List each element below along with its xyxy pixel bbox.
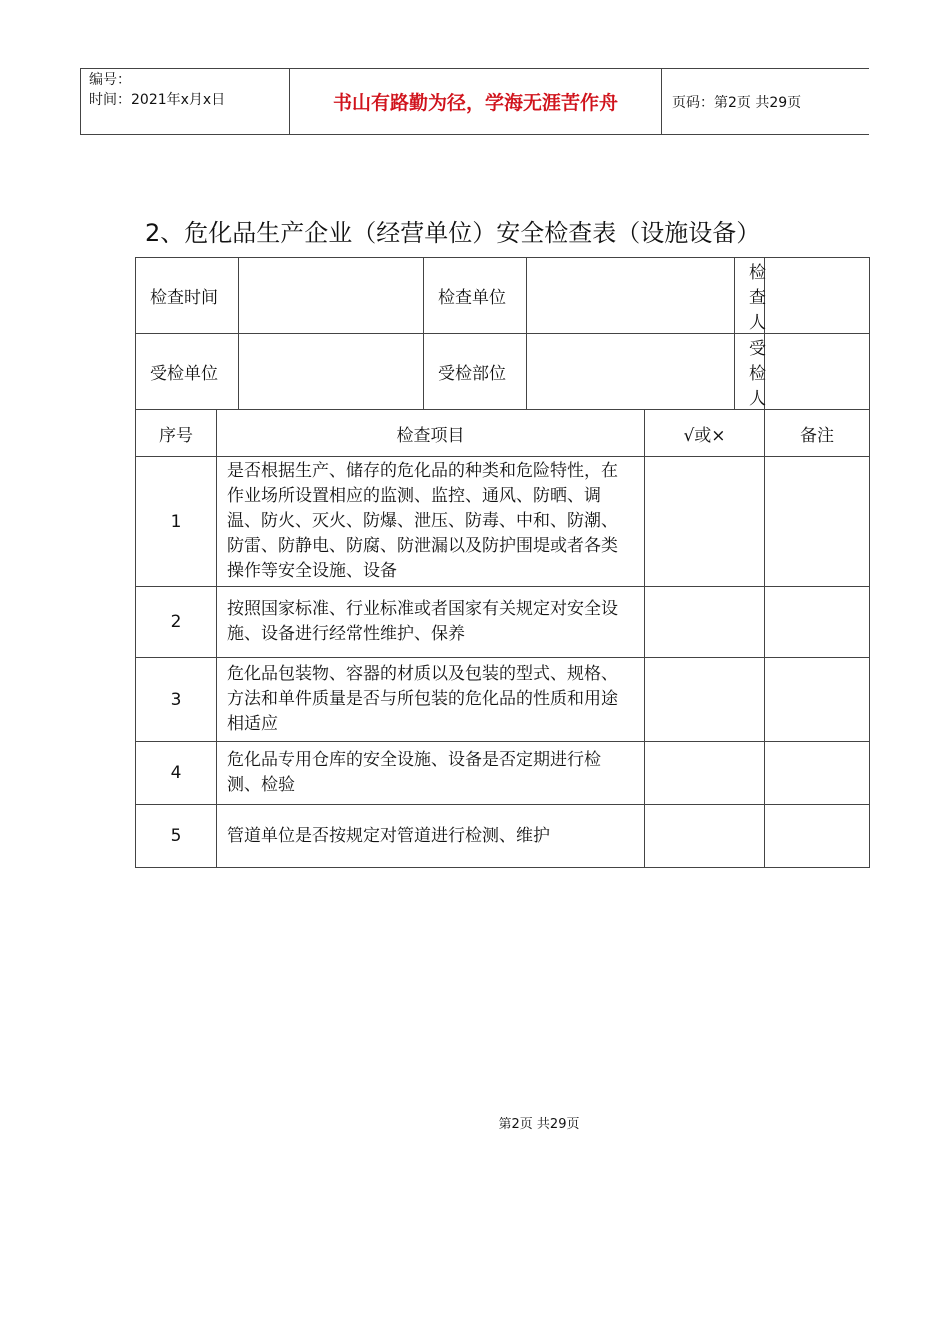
inspected-person-value[interactable] [765, 334, 870, 410]
inspected-dept-label: 受检部位 [424, 334, 527, 410]
info-row-1 [136, 258, 870, 334]
table-row [136, 658, 870, 742]
row-remark-cell[interactable] [765, 742, 870, 805]
inspector-label: 检查人 [735, 258, 765, 334]
column-header-row [136, 410, 870, 457]
row-remark-cell[interactable] [765, 805, 870, 868]
col-result-header: √或× [645, 410, 765, 457]
row-remark-cell[interactable] [765, 457, 870, 587]
row-result-cell[interactable] [645, 457, 765, 587]
row-result-cell[interactable] [645, 805, 765, 868]
row-result-cell[interactable] [645, 742, 765, 805]
table-row [136, 457, 870, 587]
col-remark-header: 备注 [765, 410, 870, 457]
row-item: 按照国家标准、行业标准或者国家有关规定对安全设施、设备进行经常性维护、保养 [217, 587, 645, 658]
col-no-header: 序号 [136, 410, 217, 457]
table-row [136, 742, 870, 805]
page-header [80, 68, 869, 135]
header-meta [81, 69, 290, 135]
page-footer [0, 1113, 950, 1132]
inspected-unit-value[interactable] [239, 334, 424, 410]
row-remark-cell[interactable] [765, 658, 870, 742]
check-time-value[interactable] [239, 258, 424, 334]
inspected-person-label: 受检人 [735, 334, 765, 410]
row-remark-cell[interactable] [765, 587, 870, 658]
info-row-2 [136, 334, 870, 410]
check-time-label: 检查时间 [136, 258, 239, 334]
page-title: 2、危化品生产企业（经营单位）安全检查表（设施设备） [145, 219, 761, 247]
inspected-unit-label: 受检单位 [136, 334, 239, 410]
row-result-cell[interactable] [645, 658, 765, 742]
check-unit-label: 检查单位 [424, 258, 527, 334]
check-unit-value[interactable] [527, 258, 735, 334]
row-item: 危化品专用仓库的安全设施、设备是否定期进行检测、检验 [217, 742, 645, 805]
row-no: 4 [136, 742, 217, 805]
header-page-info: 页码：第2页 共29页 [662, 69, 870, 135]
row-no: 3 [136, 658, 217, 742]
col-item-header: 检查项目 [217, 410, 645, 457]
row-no: 2 [136, 587, 217, 658]
row-item: 管道单位是否按规定对管道进行检测、维护 [217, 805, 645, 868]
table-row [136, 805, 870, 868]
table-row [136, 587, 870, 658]
time-label: 时间：2021年x月x日 [89, 92, 226, 108]
number-label: 编号： [89, 72, 131, 88]
inspection-table [135, 257, 870, 868]
inspected-dept-value[interactable] [527, 334, 735, 410]
row-item: 危化品包装物、容器的材质以及包装的型式、规格、方法和单件质量是否与所包装的危化品的性质和用途相适应 [217, 658, 645, 742]
row-item: 是否根据生产、储存的危化品的种类和危险特性，在作业场所设置相应的监测、监控、通风、防晒、调温、防火、灭火、防爆、泄压、防毒、中和、防潮、防雷、防静电、防腐、防泄漏以及防护围堤或者各类操作等安全设施、设备 [217, 457, 645, 587]
row-no: 1 [136, 457, 217, 587]
row-no: 5 [136, 805, 217, 868]
inspector-value[interactable] [765, 258, 870, 334]
header-motto: 书山有路勤为径，学海无涯苦作舟 [290, 69, 662, 135]
row-result-cell[interactable] [645, 587, 765, 658]
footer-page-number: 第2页 共29页 [498, 1117, 580, 1132]
